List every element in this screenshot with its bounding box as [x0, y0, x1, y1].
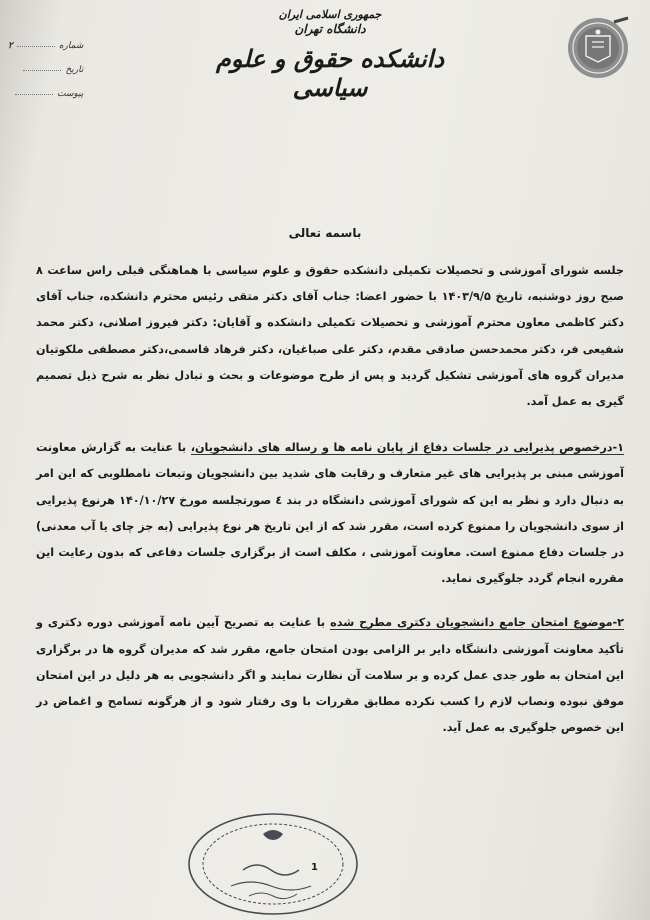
resolution-1-heading: ۱-درخصوص پذیرایی در جلسات دفاع از پایان نامه ها و رساله های دانشجویان،	[190, 441, 624, 455]
document-body	[36, 258, 624, 741]
resolution-2-body: با عنایت به تصریح آیین نامه آموزشی دوره دکتری و تأکید معاونت آموزشی دانشگاه دایر بر الزامی بودن امتحان جامع، مقرر شد که مدیران گروه ها در برگزاری این امتحان به طور جدی عمل کرده و بر سلامت آن نظارت نمایند و اگر دانشجویی به هر دلیل در این امتحان موفق نبوده ونصاب لازم را کسب نکرده مطابق مقررات با وی رفتار شود و از هرگونه تسامح و اغماض در این خصوص جلوگیری به عمل آید.	[36, 616, 624, 735]
number-mark: ۲	[8, 41, 13, 51]
bismillah-heading: باسمه تعالی	[288, 226, 362, 240]
number-field	[8, 34, 83, 58]
resolution-2	[36, 610, 624, 741]
attachment-label: پیوست	[57, 89, 84, 99]
university-title: دانشگاه تهران	[294, 22, 366, 36]
reference-fields	[8, 34, 83, 106]
resolution-1	[36, 435, 624, 592]
page-number: 1	[311, 862, 318, 873]
letterhead	[180, 8, 480, 102]
resolution-1-body: با عنایت به گزارش معاونت آموزشی مبنی بر پذیرایی های غیر متعارف و رقابت های شدید بین دانشجویان وتبعات نامطلوبی که این امر به دنبال دارد و نظر به این که شورای آموزشی دانشگاه در بند ٤ صورتجلسه مورخ ۱۴۰/۱۰/۲۷ هرنوع پذیرایی از سوی دانشجویان را ممنوع کرده است، مقرر شد که از این تاریخ هر نوع پذیرایی (به جز چای یا آب معدنی) در جلسات دفاع ممنوع است. معاونت آموزشی ، مکلف است از برگزاری جلسات دفاعی که بدون رعایت این مقرره انجام گردد جلوگیری نماید.	[36, 441, 624, 586]
date-label: تاریخ	[65, 65, 84, 75]
official-seal-stamp	[185, 808, 360, 916]
date-field	[8, 58, 83, 82]
number-label: شماره	[58, 41, 84, 51]
republic-title: جمهوری اسلامی ایران	[278, 8, 382, 21]
attachment-field	[8, 82, 83, 106]
resolution-2-heading: ۲-موضوع امتحان جامع دانشجویان دکتری مطرح شده	[330, 616, 624, 630]
faculty-title: دانشکده حقوق و علوم سیاسی	[215, 44, 445, 102]
intro-paragraph: جلسه شورای آموزشی و تحصیلات تکمیلی دانشکده حقوق و علوم سیاسی با هماهنگی قبلی راس ساعت ۸ صبح روز دوشنبه، تاریخ ۱۴۰۳/۹/۵ با حضور اعضا: جناب آقای دکتر متقی رئیس محترم دانشکده، جناب آقای دکتر کاظمی معاون محترم آموزشی و تحصیلات تکمیلی دانشکده و آقایان: دکتر فیروز اصلانی، دکتر محمد شفیعی فر، دکتر محمدحسن صادقی مقدم، دکتر علی صباغیان، دکتر فرهاد قاسمی،دکتر مصطفی ملکوتیان مدیران گروه های آموزشی تشکیل گردید و پس از طرح موضوعات و بحث و تبادل نظر به شرح ذیل تصمیم گیری به عمل آمد.	[36, 264, 624, 409]
university-logo-icon	[566, 16, 630, 80]
